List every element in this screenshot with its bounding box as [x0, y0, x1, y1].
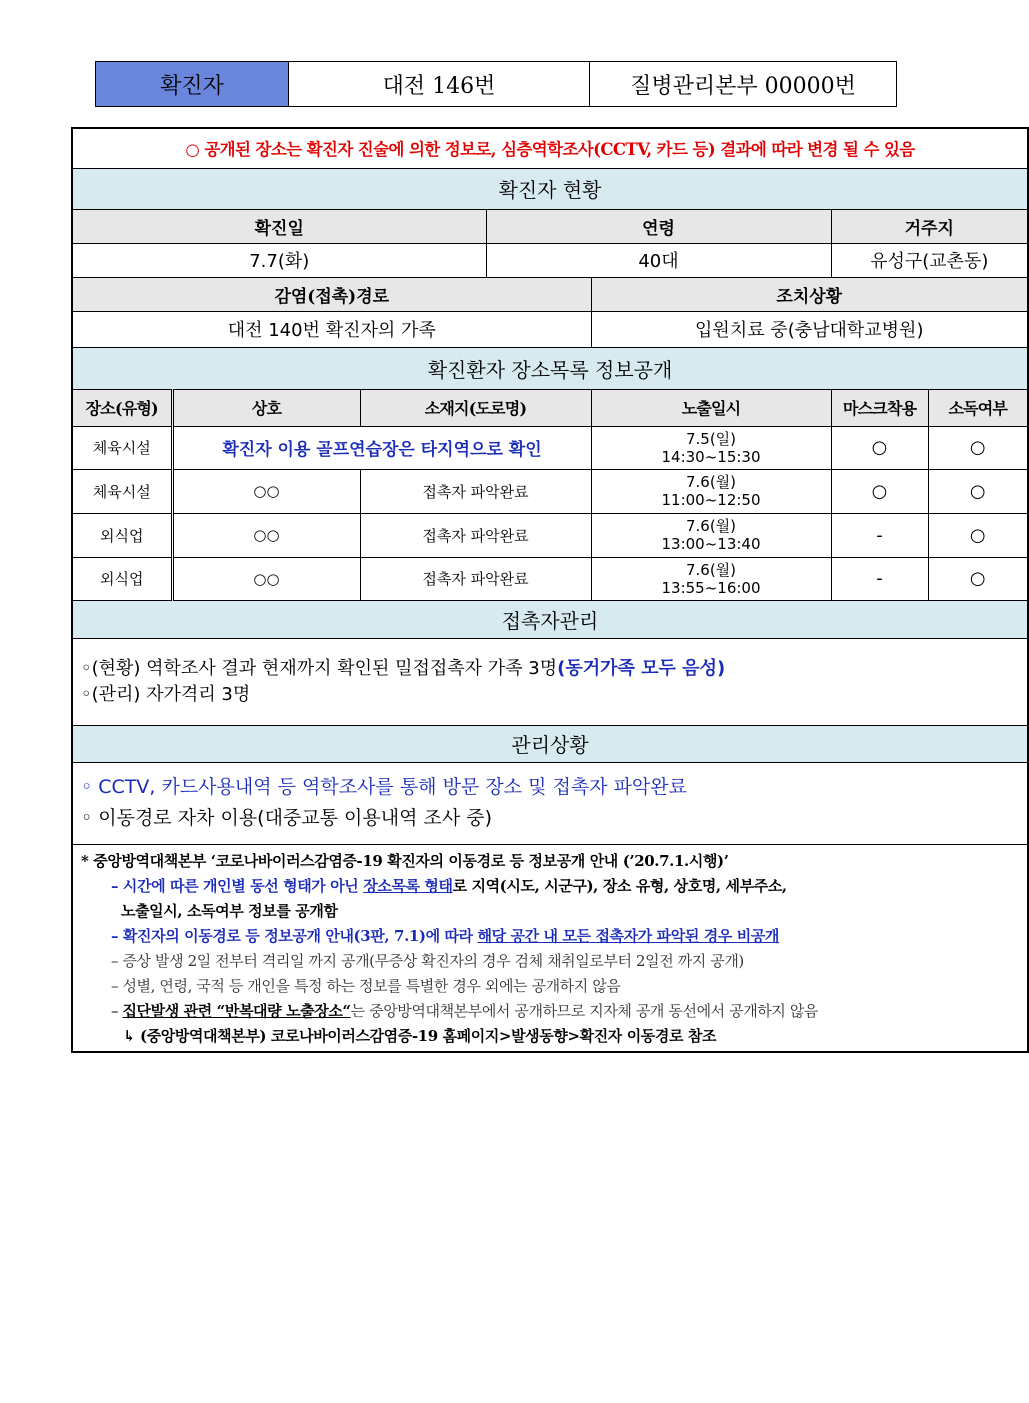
- col-mask: 마스크착용: [831, 389, 928, 426]
- place-type: 외식업: [72, 557, 172, 600]
- address: 접촉자 파악완료: [360, 557, 591, 600]
- route-header: 감염(접촉)경로: [72, 277, 591, 311]
- places-section-title: 확진환자 장소목록 정보공개: [72, 347, 1028, 389]
- footnote-line-3: 노출일시, 소독여부 정보를 공개함: [121, 901, 338, 920]
- mask-status: -: [831, 557, 928, 600]
- status-section-title: 확진자 현황: [72, 168, 1028, 209]
- address: 접촉자 파악완료: [360, 513, 591, 557]
- footnote-line-4: – 확진자의 이동경로 등 정보공개 안내(3판, 7.1)에 따라 해당 공간 내 모든 접촉자가 파악된 경우 비공개: [111, 926, 780, 945]
- disinfection-status: ○: [928, 513, 1028, 557]
- case-label: 확진자: [96, 62, 289, 107]
- management-section-title: 관리상황: [72, 725, 1028, 762]
- residence-value: 유성구(교촌동): [831, 243, 1028, 277]
- table-row: [72, 426, 1028, 469]
- mask-status: ○: [831, 426, 928, 469]
- contacts-quarantine: ◦(관리) 자가격리 3명: [81, 683, 251, 705]
- action-header: 조치상황: [591, 277, 1028, 311]
- col-exposure-time: 노출일시: [591, 389, 831, 426]
- col-business-name: 상호: [172, 389, 360, 426]
- management-line-1: ◦ CCTV, 카드사용내역 등 역학조사를 통해 방문 장소 및 접촉자 파악완료: [81, 776, 687, 798]
- disinfection-status: ○: [928, 469, 1028, 513]
- exposure-datetime: 7.6(월) 13:00~13:40: [591, 513, 831, 557]
- family-negative-note: (동거가족 모두 음성): [557, 657, 726, 679]
- management-line-2: ◦ 이동경로 자차 이용(대중교통 이용내역 조사 중): [81, 807, 492, 829]
- disclosure-footnote: [72, 844, 1028, 1052]
- age-value: 40대: [486, 243, 831, 277]
- patient-info-table: [71, 127, 1029, 1053]
- place-type: 체육시설: [72, 426, 172, 469]
- management-body: [72, 762, 1028, 844]
- age-header: 연령: [486, 209, 831, 243]
- contacts-body: [72, 638, 1028, 725]
- footnote-line-5: – 증상 발생 2일 전부터 격리일 까지 공개(무증상 확진자의 경우 검체 채취일로부터 2일전 까지 공개): [111, 951, 744, 970]
- mask-status: ○: [831, 469, 928, 513]
- col-place-type: 장소(유형): [72, 389, 172, 426]
- footnote-title: * 중앙방역대책본부 ‘코로나바이러스감염증-19 확진자의 이동경로 등 정보공개 안내 (’20.7.1.시행)’: [81, 851, 729, 870]
- confirm-date-header: 확진일: [72, 209, 486, 243]
- contacts-status: ◦(현황) 역학조사 결과 현재까지 확인된 밀접접촉자 가족 3명: [81, 657, 558, 679]
- business-name: ○○: [172, 469, 360, 513]
- golf-range-message: 확진자 이용 골프연습장은 타지역으로 확인: [172, 426, 591, 469]
- footnote-reference: ↳ (중앙방역대책본부) 코로나바이러스감염증-19 홈페이지>발생동향>확진자 이동경로 참조: [123, 1026, 717, 1045]
- kdca-case-number: 질병관리본부 00000번: [590, 62, 897, 107]
- footnote-line-2: – 시간에 따른 개인별 동선 형태가 아닌 장소목록 형태로 지역(시도, 시군구), 장소 유형, 상호명, 세부주소,: [111, 876, 787, 895]
- local-case-number: 대전 146번: [289, 62, 590, 107]
- disinfection-status: ○: [928, 426, 1028, 469]
- disinfection-status: ○: [928, 557, 1028, 600]
- business-name: ○○: [172, 557, 360, 600]
- residence-header: 거주지: [831, 209, 1028, 243]
- col-address: 소재지(도로명): [360, 389, 591, 426]
- table-row: [72, 513, 1028, 557]
- address: 접촉자 파악완료: [360, 469, 591, 513]
- business-name: ○○: [172, 513, 360, 557]
- disclaimer-notice: ○ 공개된 장소는 확진자 진술에 의한 정보로, 심층역학조사(CCTV, 카드 등) 결과에 따라 변경 될 수 있음: [72, 128, 1028, 168]
- table-row: [72, 469, 1028, 513]
- action-value: 입원치료 중(충남대학교병원): [591, 311, 1028, 347]
- footnote-line-6: – 성별, 연령, 국적 등 개인을 특정 하는 정보를 특별한 경우 외에는 공개하지 않음: [111, 976, 621, 995]
- case-header: [95, 61, 897, 107]
- table-row: [72, 557, 1028, 600]
- exposure-datetime: 7.6(월) 11:00~12:50: [591, 469, 831, 513]
- route-value: 대전 140번 확진자의 가족: [72, 311, 591, 347]
- place-type: 체육시설: [72, 469, 172, 513]
- mask-status: -: [831, 513, 928, 557]
- exposure-datetime: 7.5(일) 14:30~15:30: [591, 426, 831, 469]
- place-type: 외식업: [72, 513, 172, 557]
- confirm-date-value: 7.7(화): [72, 243, 486, 277]
- exposure-datetime: 7.6(월) 13:55~16:00: [591, 557, 831, 600]
- contacts-section-title: 접촉자관리: [72, 600, 1028, 638]
- footnote-line-7: – 집단발생 관련 “반복대량 노출장소“는 중앙방역대책본부에서 공개하므로 지자체 공개 동선에서 공개하지 않음: [111, 1001, 819, 1020]
- col-disinfection: 소독여부: [928, 389, 1028, 426]
